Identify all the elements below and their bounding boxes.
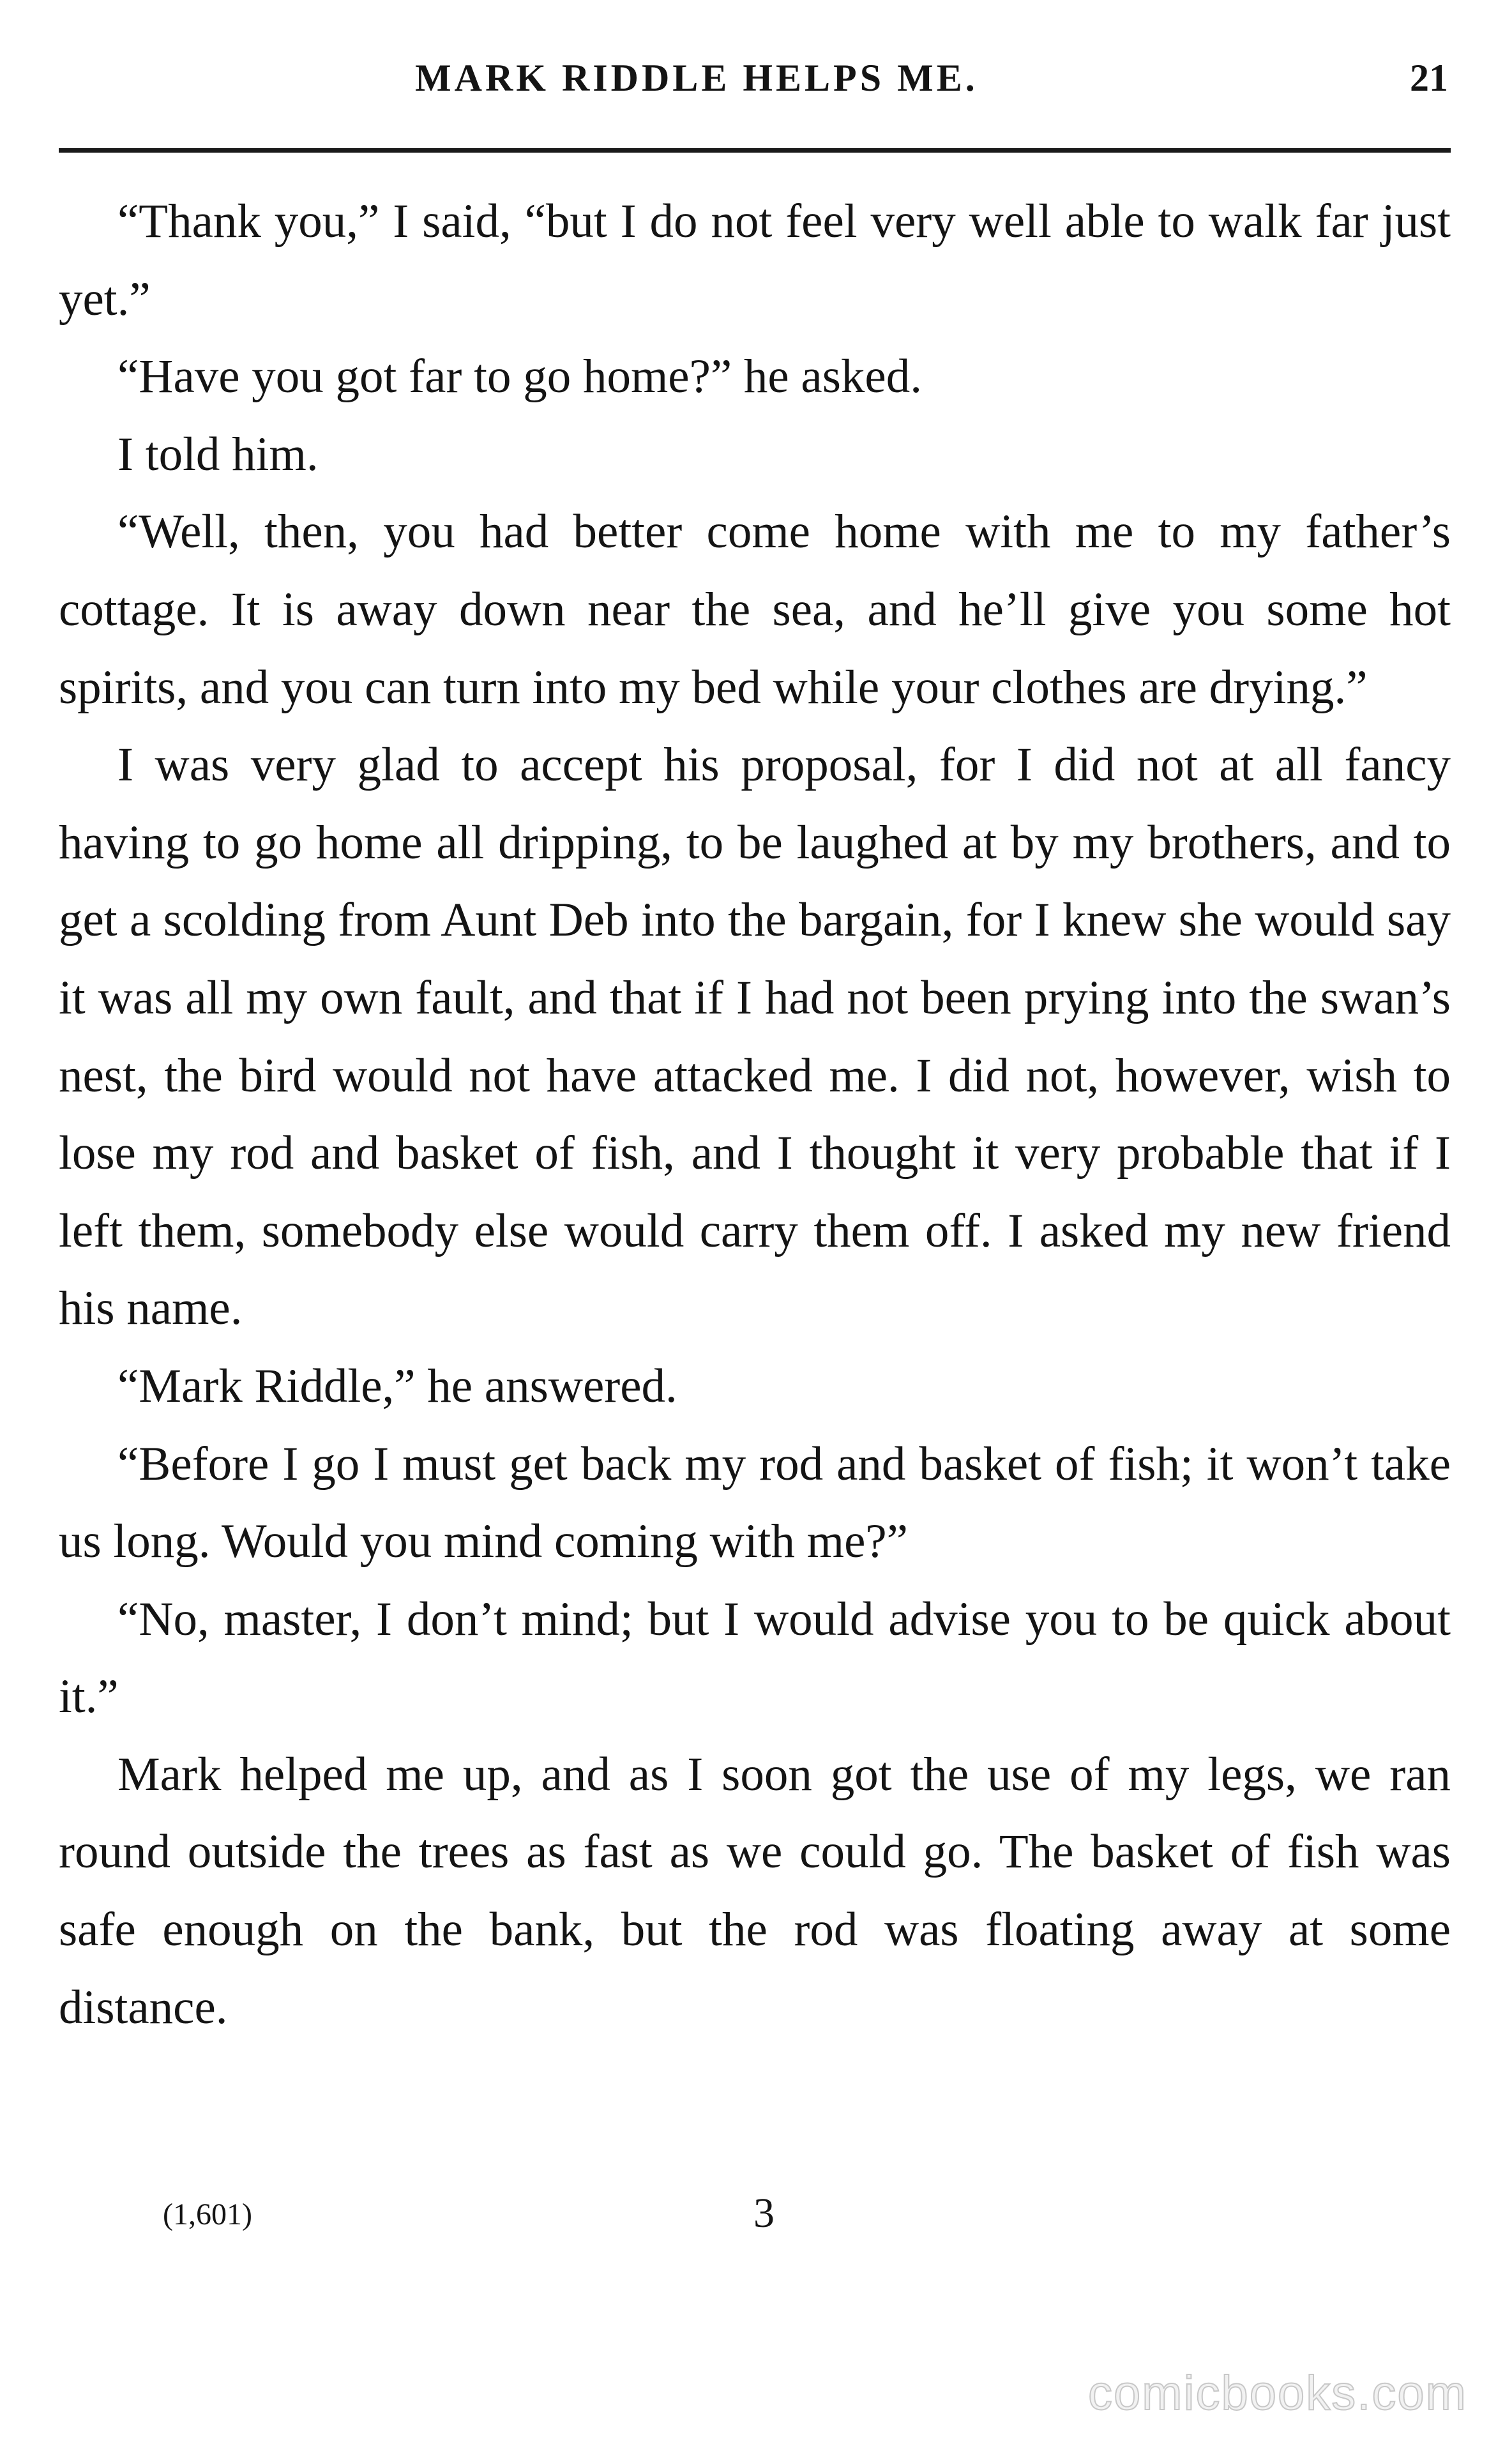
header-rule [59,148,1451,153]
paragraph-9: Mark helped me up, and as I soon got the use of my legs, we ran round outside the trees as fast as we could go. The basket of fish was safe enough on the bank, but the rod was floating away at some distance. [59,1747,1451,2034]
running-title: MARK RIDDLE HELPS ME. [415,57,978,99]
watermark: comicbooks.com [1088,2366,1467,2420]
signature-number: 3 [753,2190,775,2236]
paragraph-6: “Mark Riddle,” he answered. [117,1359,677,1413]
paragraph-4: “Well, then, you had better come home with me to my father’s cottage. It is away down near the sea, and he’ll give you some hot spirits, and you can turn into my bed while your clothes are drying.” [59,505,1451,714]
paragraph-5: I was very glad to accept his proposal, for I did not at all fancy having to go home all dripping, to be laughed at by my brothers, and to get a scolding from Aunt Deb into the bargain, for I knew she would say it was all my own fault, and that if I had not been prying into the swan’s nest, the bird would not have attacked me. I did not, however, wish to lose my rod and basket of fish, and I thought it very probable that if I left them, somebody else would carry them off. I asked my new friend his name. [59,738,1451,1335]
page-number: 21 [1410,57,1448,99]
paragraph-2: “Have you got far to go home?” he asked. [117,350,922,404]
paragraph-8: “No, master, I don’t mind; but I would advise you to be quick about it.” [59,1592,1451,1724]
paragraph-7: “Before I go I must get back my rod and basket of fish; it won’t take us long. Would you mind coming with me?” [59,1437,1451,1568]
paragraph-1: “Thank you,” I said, “but I do not feel very well able to walk far just yet.” [59,195,1451,326]
paragraph-3: I told him. [117,427,319,481]
signature-code: (1,601) [163,2198,252,2231]
body-text [59,183,1451,2046]
